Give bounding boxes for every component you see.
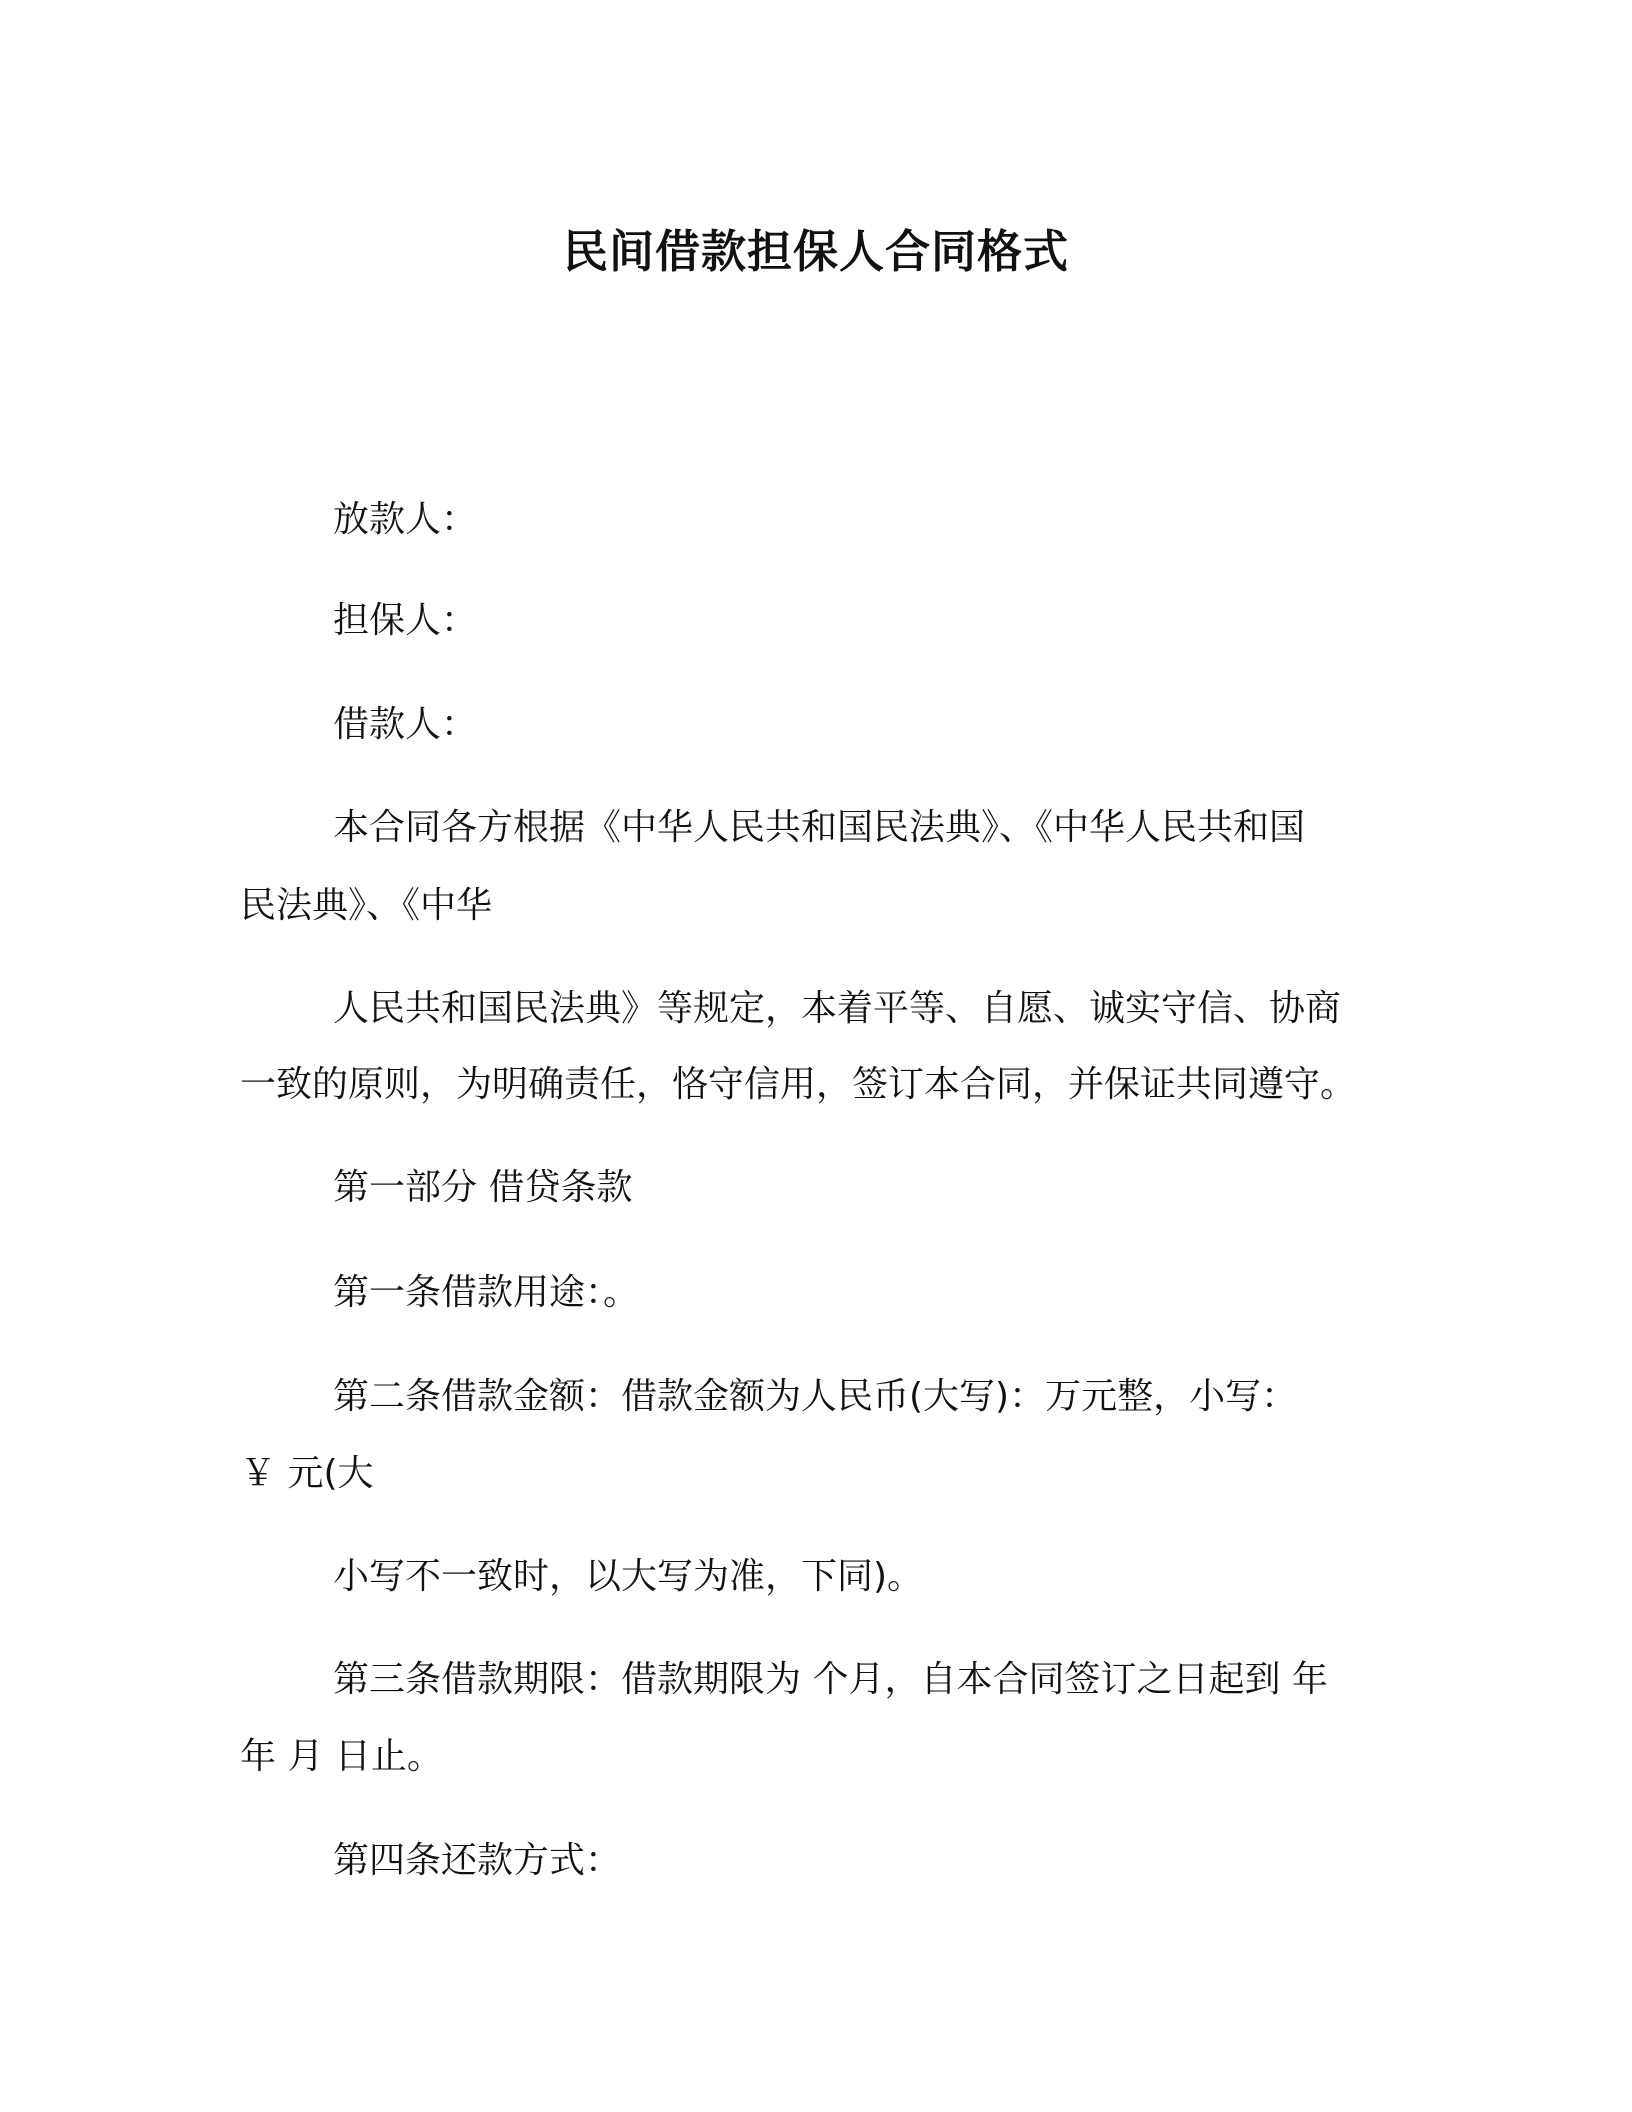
preamble-line-3: 人民共和国民法典》等规定，本着平等、自愿、诚实守信、协商 (333, 988, 1342, 1029)
article-1: 第一条借款用途：。 (333, 1272, 640, 1313)
preamble-line-2: 民法典》、《中华 (240, 885, 493, 926)
article-2-line-3: 小写不一致时，以大写为准，下同)。 (333, 1556, 924, 1597)
article-2-line-2: ￥ 元(大 (240, 1453, 374, 1494)
article-2-line-1: 第二条借款金额：借款金额为人民币(大写)：万元整，小写： (333, 1376, 1298, 1417)
article-3-line-1: 第三条借款期限：借款期限为 个月，自本合同签订之日起到 年 (333, 1659, 1328, 1700)
section-heading: 第一部分 借贷条款 (333, 1167, 633, 1208)
guarantor-line: 担保人： (333, 600, 478, 641)
article-4: 第四条还款方式： (333, 1840, 622, 1881)
preamble-line-1: 本合同各方根据《中华人民共和国民法典》、《中华人民共和国 (333, 807, 1306, 848)
borrower-line: 借款人： (333, 704, 478, 745)
lender-line: 放款人： (333, 499, 478, 540)
document-title: 民间借款担保人合同格式 (562, 225, 1069, 278)
article-3-line-2: 年 月 日止。 (240, 1736, 443, 1777)
preamble-line-4: 一致的原则，为明确责任，恪守信用，签订本合同，并保证共同遵守。 (240, 1064, 1357, 1105)
